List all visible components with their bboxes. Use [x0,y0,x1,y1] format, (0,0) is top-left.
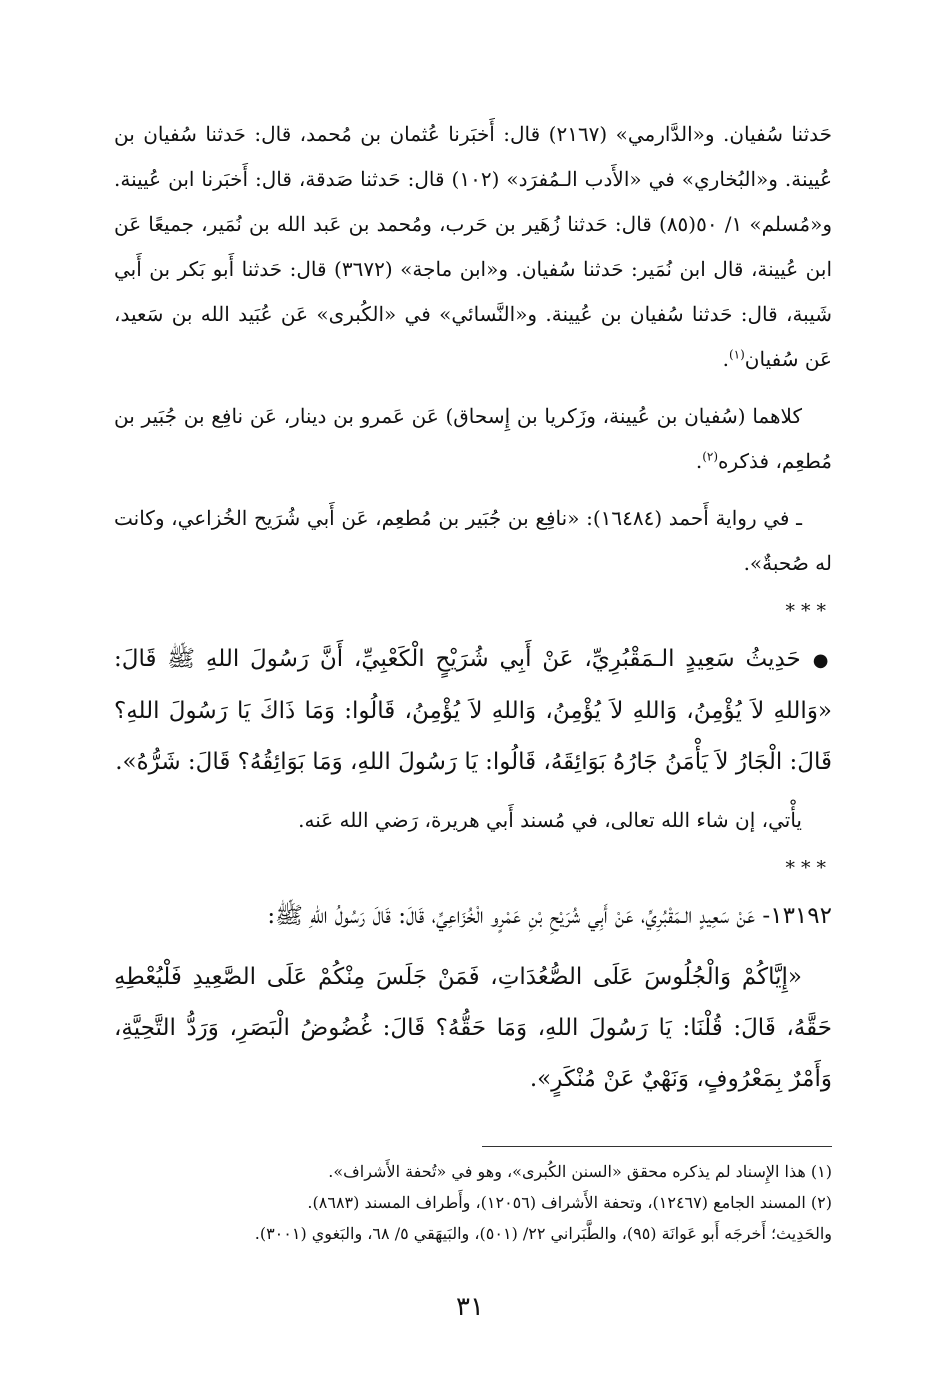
footnote-ref-1-tail: . [722,347,729,371]
hadith-2-quote: «إِيَّاكُمْ وَالْجُلُوسَ عَلَى الصُّعُدَاتِ، فَمَنْ جَلَسَ مِنْكُمْ عَلَى الصَّعِيدِ فَلْيُعْطِهِ حَقَّهُ، قَالَ: قُلْنَا: يَا رَسُولَ اللهِ، وَمَا حَقُّهُ؟ قَالَ: غُضُوضُ الْبَصَرِ، وَرَدُّ التَّحِيَّةِ، وَأَمْرٌ بِمَعْرُوفٍ، وَنَهْيٌ عَنْ مُنْكَرٍ». [114,964,832,1092]
page-number: ٣١ [456,1292,484,1322]
footnote-ref-1: (١) [728,347,745,362]
cross-reference-note: يأْتي، إن شاء الله تعالى، في مُسند أَبي هريرة، رَضي الله عَنه. [298,808,802,832]
footnote-ref-2-tail: . [695,449,703,473]
main-text [114,112,832,1115]
isnad-paragraph-2 [114,394,832,484]
footnote-2: (٢) المسند الجامع (١٢٤٦٧)، وتحفة الأَشراف (١٢٠٥٦)، وأَطراف المسند (٨٦٨٣). [307,1193,832,1212]
bullet-icon: ● [812,650,832,671]
footnote-3: والحَدِيث؛ أَخرجَه أَبو عَوانَة (٩٥)، والطَّبَراني ٢٢/ (٥٠١)، والبَيهَقي ٥/ ٦٨، والبَغوي (٣٠٠١). [254,1224,832,1243]
footnote-1: (١) هذا الإِسناد لم يذكره محقق «السنن الكُبرى»، وهو في «تُحفة الأَشراف». [328,1162,832,1181]
isnad-text-2: كلاهما (سُفيان بن عُيينة، وزَكريا بن إِسحاق) عَن عَمرو بن دينار، عَن نافِع بن جُبَير بن مُطعِم، فذكره [114,404,832,473]
section-separator: *** [785,600,832,622]
isnad-text-1: حَدثنا سُفيان. و«الدَّارمي» (٢١٦٧) قال: أَخبَرنا عُثمان بن مُحمد، قال: حَدثنا سُفيان بن عُيينة. و«البُخاري» في «الأَدب الـمُفرَد» (١٠٢) قال: حَدثنا صَدقة، قال: أَخبَرنا ابن عُيينة. و«مُسلم» ١/ ٥٠(٨٥) قال: حَدثنا زُهَير بن حَرب، ومُحمد بن عَبد الله بن نُمَير، جميعًا عَن ابن عُيينة، قال ابن نُمَير: حَدثنا سُفيان. و«ابن ماجة» (٣٦٧٢) قال: حَدثنا أَبو بَكر بن أَبي شَيبة، قال: حَدثنا سُفيان بن عُيينة. و«النَّسائي» في «الكُبرى» عَن عُبَيد الله بن سَعيد، عَن سُفيان [114,122,833,371]
footnote-ref-2: (٢) [702,449,719,464]
isnad-paragraph-3: ـ في رواية أَحمد (١٦٤٨٤): «نافِع بن جُبَير بن مُطعِم، عَن أَبي شُرَيح الخُزاعي، وكانت له صُحبةٌ». [114,506,832,575]
hadith-1 [114,634,832,788]
section-separator: *** [785,857,832,879]
hadith-2-heading: ١٣١٩٢- عَنْ سَعِيدٍ الـمَقْبُرِيِّ، عَنْ أَبِي شُرَيْحِ بْنِ عَمْرٍو الْخُزَاعِيِّ، قَالَ: قَالَ رَسُولُ اللهِ ﷺ: [267,903,832,929]
hadith-1-text: حَدِيثُ سَعِيدٍ الـمَقْبُرِيِّ، عَنْ أَبِي شُرَيْحٍ الْكَعْبِيِّ، أَنَّ رَسُولَ اللهِ ﷺ قَالَ: «وَاللهِ لاَ يُؤْمِنُ، وَاللهِ لاَ يُؤْمِنُ، وَاللهِ لاَ يُؤْمِنُ، قَالُوا: وَمَا ذَاكَ يَا رَسُولَ اللهِ؟ قَالَ: الْجَارُ لاَ يَأْمَنُ جَارُهُ بَوَائِقَهُ، قَالُوا: يَا رَسُولَ اللهِ، وَمَا بَوَائِقُهُ؟ قَالَ: شَرُّهُ». [114,646,833,775]
footnote-divider [482,1146,832,1147]
isnad-paragraph-1 [114,112,832,382]
footnotes [114,1156,832,1249]
